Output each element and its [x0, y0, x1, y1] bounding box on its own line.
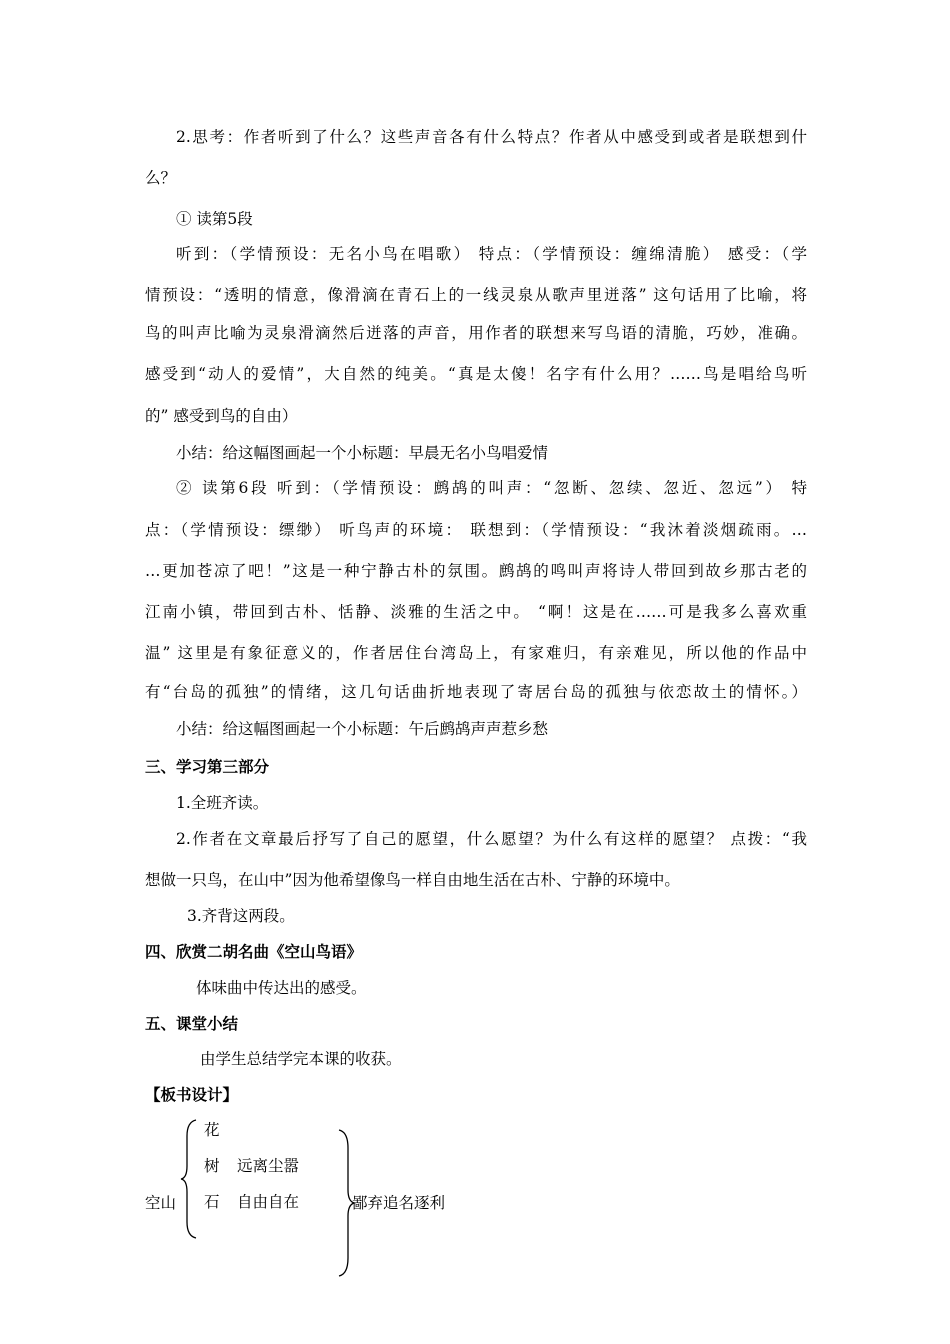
paragraph-line: 么？: [145, 169, 177, 187]
paragraph-line: 3.齐背这两段。: [187, 907, 295, 925]
paragraph-line: 2.作者在文章最后抒写了自己的愿望，什么愿望？为什么有这样的愿望？ 点拨：“我: [176, 830, 807, 848]
left-brace: [180, 1118, 200, 1240]
paragraph-line: 江南小镇，带回到古朴、恬静、淡雅的生活之中。 “啊！这是在……可是我多么喜欢重: [145, 603, 807, 621]
paragraph-line: 小结：给这幅图画起一个小标题：午后鹧鸪声声惹乡愁: [176, 720, 549, 738]
paragraph-line: 由学生总结学完本课的收获。: [200, 1050, 402, 1068]
paragraph-line: 1.全班齐读。: [176, 794, 269, 812]
paragraph-line: 体味曲中传达出的感受。: [196, 979, 367, 997]
paragraph-line: 温” 这里是有象征意义的，作者居住台湾岛上，有家难归，有亲难见，所以他的作品中: [145, 644, 807, 662]
section-heading: 五、课堂小结: [145, 1015, 239, 1033]
board-item: 花: [204, 1121, 220, 1139]
board-mid: 远离尘嚣: [237, 1157, 300, 1175]
paragraph-line: 情预设：“透明的情意，像滑滴在青石上的一线灵泉从歌声里迸落” 这句话用了比喻，将: [145, 286, 807, 304]
section-heading: 三、学习第三部分: [145, 758, 270, 776]
paragraph-line: 感受到“动人的爱情”，大自然的纯美。“真是太傻！名字有什么用？……鸟是唱给鸟听: [145, 365, 807, 383]
board-item: 树: [204, 1157, 220, 1175]
paragraph-line: 听到：（学情预设：无名小鸟在唱歌） 特点：（学情预设：缠绵清脆） 感受：（学: [176, 245, 807, 263]
paragraph-line: ① 读第5段: [176, 210, 253, 228]
paragraph-line: 有“台岛的孤独”的情绪，这几句话曲折地表现了寄居台岛的孤独与依恋故土的情怀。）: [145, 683, 807, 701]
board-mid: 自由自在: [237, 1193, 300, 1211]
paragraph-line: ② 读第6段 听到：（学情预设：鹧鸪的叫声：“忽断、忽续、忽近、忽远”） 特: [176, 479, 807, 497]
section-heading: 四、欣赏二胡名曲《空山鸟语》: [145, 943, 363, 961]
section-heading: 【板书设计】: [145, 1086, 239, 1104]
paragraph-line: 2.思考：作者听到了什么？这些声音各有什么特点？作者从中感受到或者是联想到什: [176, 128, 807, 146]
paragraph-line: 点：（学情预设：缥缈） 听鸟声的环境： 联想到：（学情预设：“我沐着淡烟疏雨。…: [145, 521, 807, 539]
board-right-label: 鄙弃追名逐利: [352, 1194, 446, 1212]
board-left-label: 空山: [145, 1194, 177, 1212]
paragraph-line: 想做一只鸟，在山中”因为他希望像鸟一样自由地生活在古朴、宁静的环境中。: [145, 871, 680, 889]
paragraph-line: 的” 感受到鸟的自由）: [145, 407, 298, 425]
paragraph-line: …更加苍凉了吧！”这是一种宁静古朴的氛围。鹧鸪的鸣叫声将诗人带回到故乡那古老的: [145, 562, 807, 580]
paragraph-line: 小结：给这幅图画起一个小标题：早晨无名小鸟唱爱情: [176, 444, 549, 462]
board-item: 石: [204, 1193, 220, 1211]
paragraph-line: 鸟的叫声比喻为灵泉滑滴然后迸落的声音，用作者的联想来写鸟语的清脆，巧妙，准确。: [145, 324, 807, 342]
